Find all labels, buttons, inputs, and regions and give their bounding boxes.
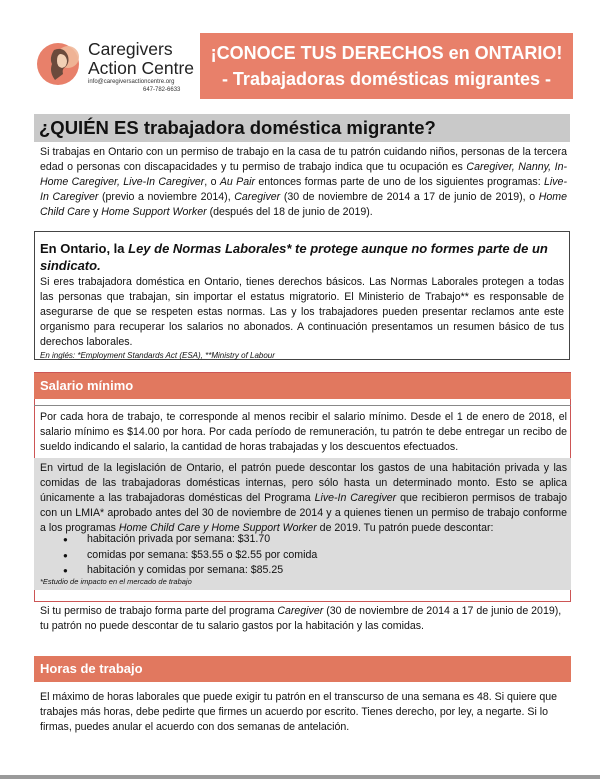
who-heading: ¿QUIÉN ES trabajadora doméstica migrante? xyxy=(34,114,570,142)
banner-line2: - Trabajadoras domésticas migrantes - xyxy=(221,69,552,89)
hours-heading: Horas de trabajo xyxy=(34,656,571,682)
lmia-note: *Estudio de impacto en el mercado de trabajo xyxy=(40,577,192,586)
law-title: En Ontario, la Ley de Normas Laborales* te protege aunque no formes parte de un sindicato. xyxy=(40,241,548,273)
org-phone: 647-782-6633 xyxy=(143,86,181,93)
who-body: Si trabajas en Ontario con un permiso de trabajo en la casa de tu patrón cuidando niños, personas de la tercera edad o personas con discapacidades y tu permiso de trabajo indica que tu ocupación es Caregiver, Nanny, In-Home Caregiver, Live-In Caregiver, o Au Pair entonces formas parte de uno de los siguientes programas: Live-In Caregiver (previo a noviembre 2014), Caregiver (30 de noviembre de 2014 a 17 de junio de 2019), o Home Child Care y Home Support Worker (después del 18 de junio de 2019). xyxy=(40,146,567,218)
org-name-line1: Caregivers xyxy=(88,39,173,59)
org-name-line2: Action Centre xyxy=(88,58,195,78)
bottom-rule xyxy=(0,775,600,779)
law-note: En inglés: *Employment Standards Act (ESA), **Ministry of Labour xyxy=(40,351,275,360)
caregiver-profile-logo-icon xyxy=(36,40,84,88)
list-item: ● comidas por semana: $53.55 o $2.55 por comida xyxy=(87,548,317,564)
org-contact xyxy=(88,79,180,94)
org-email: info@caregiversactioncentre.org xyxy=(88,79,175,85)
salary-paragraph-1: Por cada hora de trabajo, te corresponde al menos recibir el salario mínimo. Desde el 1 de enero de 2018, el salario mínimo es $14.00 por hora. Por cada período de remuneración, tu patrón te debe entregar un recibo de sueldo indicando el salario, la cantidad de horas trabajadas y los descuentos efectuados. xyxy=(40,411,567,453)
deductions-list xyxy=(40,532,317,579)
list-item: ● habitación privada por semana: $31.70 xyxy=(87,532,317,548)
law-box xyxy=(34,231,570,360)
org-name xyxy=(88,40,194,78)
law-body: Si eres trabajadora doméstica en Ontario, tienes derechos básicos. Las Normas Laborales protegen a todas las personas que trabajan, sin importar el estatus migratorio. El Ministerio de Trabajo** es responsable de asegurarse de que se respeten estas normas. Las y los trabajadores pueden presentar reclamos ante este organismo para recuperar los salarios no abonados. A continuación presentamos un resumen básico de tus derechos laborales. xyxy=(40,276,564,348)
hours-body: El máximo de horas laborales que puede exigir tu patrón en el transcurso de una semana es 48. Si quiere que trabajes más horas, debe pedirte que firmes un acuerdo por escrito. Tienes derecho, por ley, a negarte. Si lo firmas, puedes anular el acuerdo con dos semanas de antelación. xyxy=(40,691,558,733)
salary-divider xyxy=(34,405,571,406)
banner-line1: ¡CONOCE TUS DERECHOS en ONTARIO! xyxy=(210,43,563,63)
title-banner xyxy=(200,33,573,99)
list-item: ● habitación y comidas por semana: $85.25 xyxy=(87,563,317,579)
salary-paragraph-3: Si tu permiso de trabajo forma parte del programa Caregiver (30 de noviembre de 2014 a 17 de junio de 2019), tu patrón no puede descontar de tu salario gastos por la habitación y las comidas. xyxy=(40,605,562,632)
salary-heading: Salario mínimo xyxy=(34,373,571,399)
salary-paragraph-2: En virtud de la legislación de Ontario, el patrón puede descontar los gastos de una habitación privada y las comidas de las trabajadoras domésticas internas, pero sólo hasta un determinado monto. Esto se aplica únicamente a las trabajadoras domésticas del Programa Live-In Caregiver que recibieron permisos de trabajo con un LMIA* aprobado antes del 30 de noviembre de 2014 y a quienes tienen un permiso de trabajo conforme a los programas Home Child Care y Home Support Worker de 2019. Tu patrón puede descontar: xyxy=(40,462,568,534)
